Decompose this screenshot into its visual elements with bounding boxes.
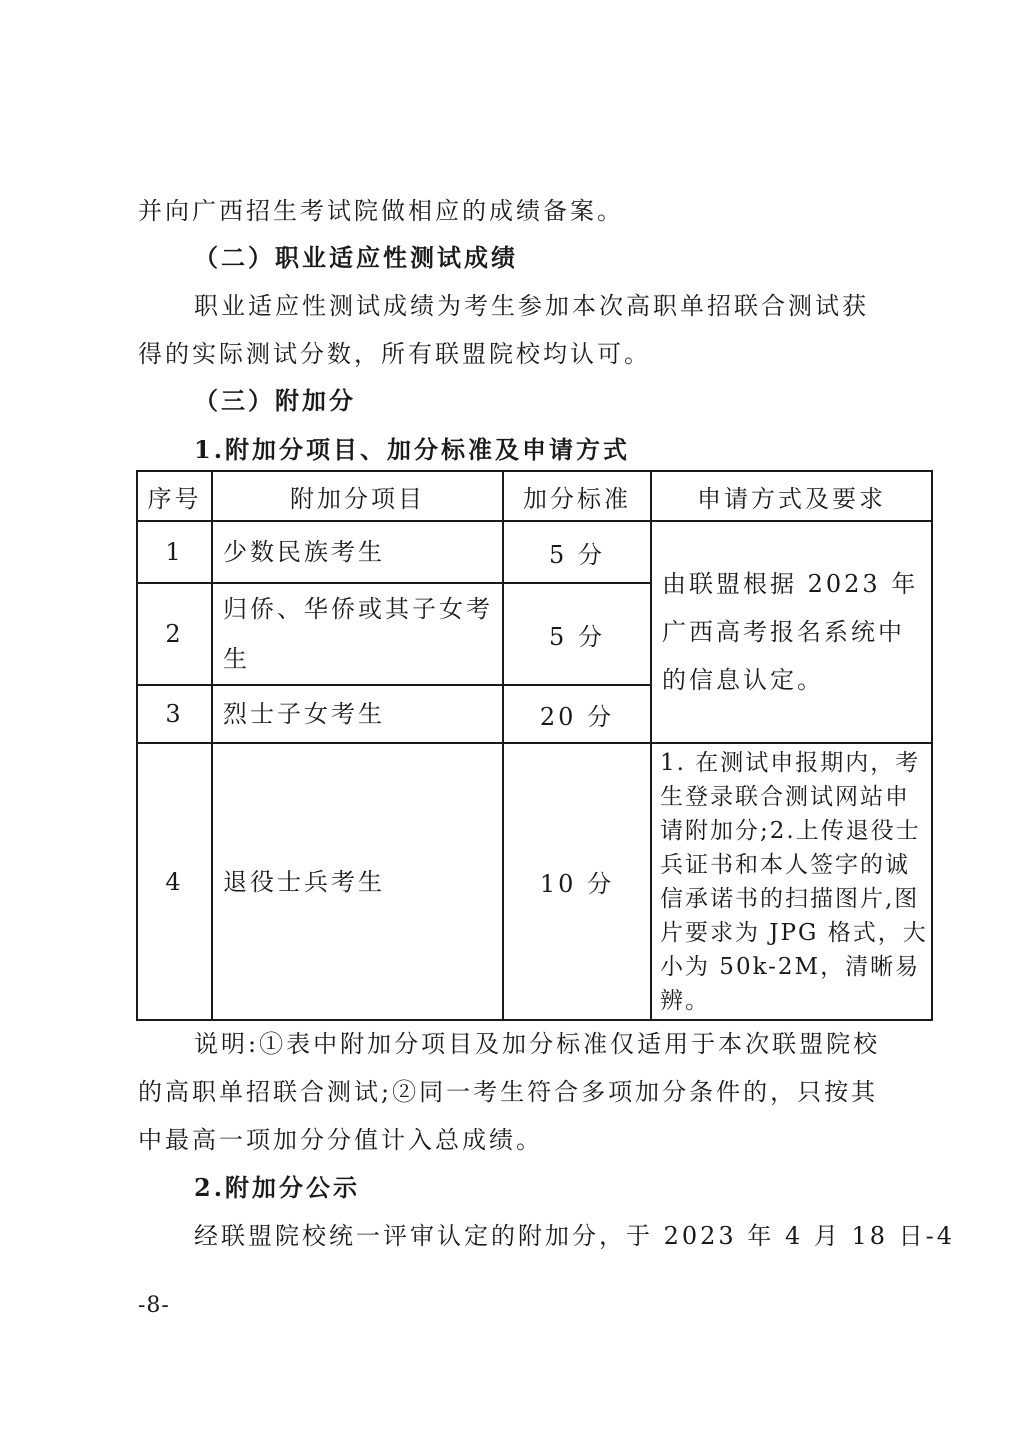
note-line: 中最高一项加分分值计入总成绩。 [138, 1126, 543, 1154]
row-item: 少数民族考生 [212, 521, 503, 583]
row-number: 2 [137, 583, 212, 685]
section-heading: （二）职业适应性测试成绩 [194, 243, 518, 272]
row-score: 5 分 [503, 583, 651, 685]
paragraph-line: 职业适应性测试成绩为考生参加本次高职单招联合测试获 [194, 292, 869, 320]
application-method: 由联盟根据 2023 年广西高考报名系统中的信息认定。 [651, 521, 932, 743]
row-number: 1 [137, 521, 212, 583]
paragraph-line: 得的实际测试分数，所有联盟院校均认可。 [138, 340, 651, 368]
note-line: 的高职单招联合测试;②同一考生符合多项加分条件的，只按其 [138, 1078, 879, 1106]
note-line: 说明:①表中附加分项目及加分标准仅适用于本次联盟院校 [194, 1030, 881, 1058]
section-heading: （三）附加分 [194, 386, 356, 415]
row-number: 3 [137, 685, 212, 743]
row-score: 20 分 [503, 685, 651, 743]
row-number: 4 [137, 743, 212, 1020]
row-item: 退役士兵考生 [212, 743, 503, 1020]
row-item: 归侨、华侨或其子女考生 [212, 583, 503, 685]
table-header-cell: 申请方式及要求 [651, 471, 932, 521]
table-row [137, 521, 932, 583]
addon-score-table [136, 470, 933, 1021]
page-number: -8- [138, 1293, 170, 1318]
row-score: 10 分 [503, 743, 651, 1020]
application-method: 1. 在测试申报期内，考生登录联合测试网站申请附加分;2.上传退役士兵证书和本人签字的诚信承诺书的扫描图片,图片要求为 JPG 格式，大小为 50k-2M，清晰易辨。 [651, 743, 932, 1020]
subsection-heading: 2.附加分公示 [194, 1173, 361, 1202]
paragraph-line: 并向广西招生考试院做相应的成绩备案。 [138, 197, 624, 225]
table-row [137, 743, 932, 1020]
row-item: 烈士子女考生 [212, 685, 503, 743]
paragraph-line: 经联盟院校统一评审认定的附加分，于 2023 年 4 月 18 日-4 [194, 1222, 956, 1250]
table-header-row [137, 471, 932, 521]
subsection-heading: 1.附加分项目、加分标准及申请方式 [194, 435, 631, 464]
table-header-cell: 加分标准 [503, 471, 651, 521]
table-header-cell: 序号 [137, 471, 212, 521]
table-header-cell: 附加分项目 [212, 471, 503, 521]
row-score: 5 分 [503, 521, 651, 583]
